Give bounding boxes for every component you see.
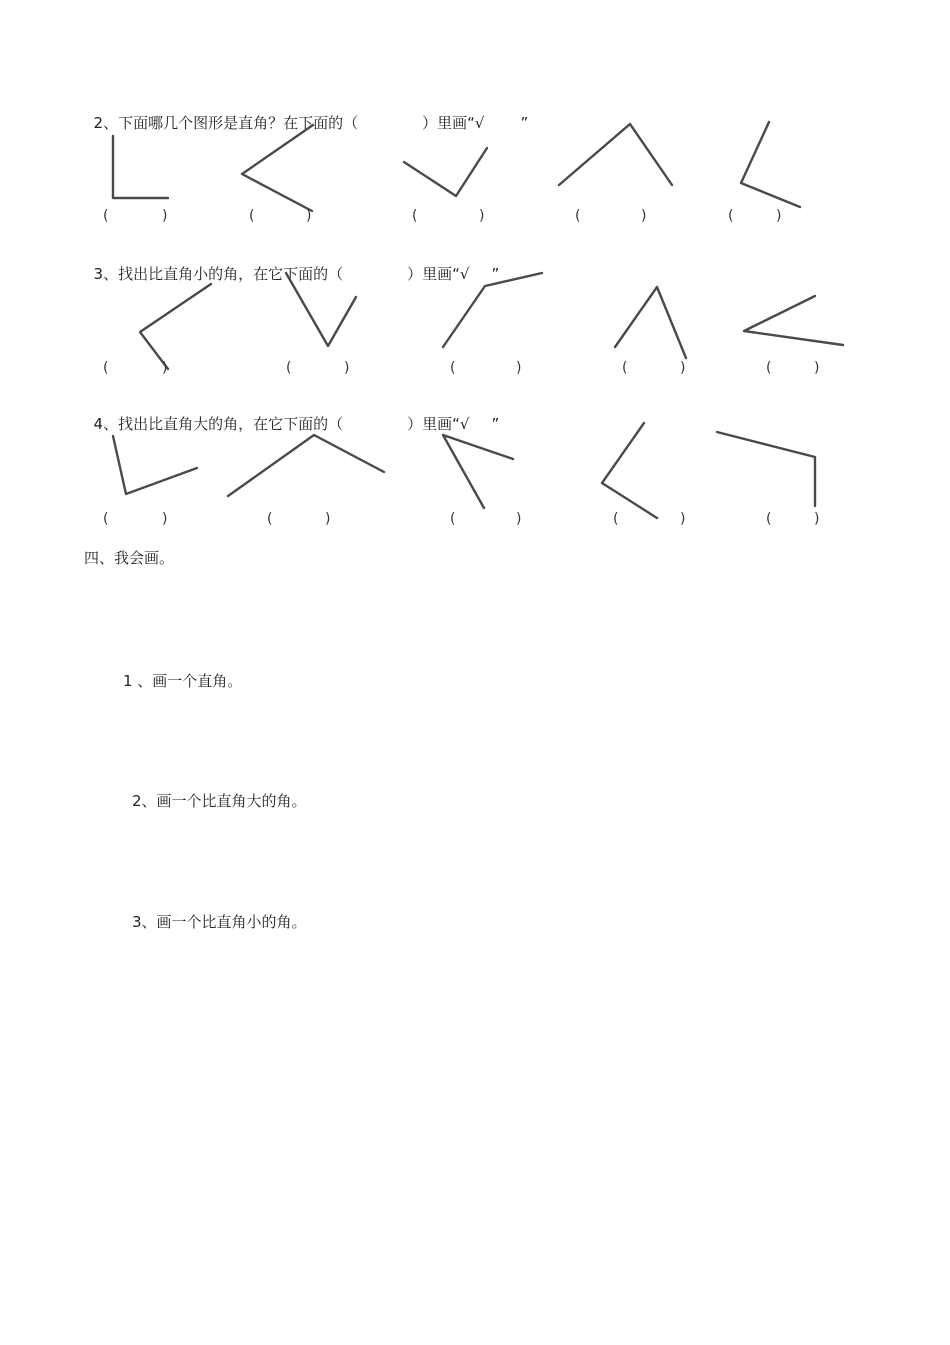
q2-suffix: ）里画“√ [422,114,485,132]
q4-answer-4-open: ( [613,511,619,527]
q3-answer-4-close: ) [680,360,686,376]
q2-answer-1-close: ) [162,208,168,224]
section4-title: 四、我会画。 [84,549,175,567]
q4-angle-3 [443,435,513,508]
q4-answer-1-open: ( [103,511,109,527]
q4-angle-4 [602,423,657,518]
q4-answer-1-close: ) [162,511,168,527]
q2-close-quote: ” [520,114,529,132]
q2-answer-5-open: ( [728,208,734,224]
q3-suffix: ）里画“√ [407,265,470,283]
q4-angle-2 [228,435,384,496]
q4-angle-5 [717,432,815,506]
q4-answer-3-open: ( [450,511,456,527]
q2-angle-4 [559,124,672,185]
q2-angle-2 [242,125,313,211]
q4-answer-4-close: ) [680,511,686,527]
q3-angle-3 [443,273,542,347]
q3-close-quote: ” [491,265,500,283]
q2-answer-4-open: ( [575,208,581,224]
draw-item-1: 1 、画一个直角。 [123,672,243,690]
q3-angle-5 [744,296,843,345]
q3-answer-5-open: ( [766,360,772,376]
q4-answer-2-open: ( [267,511,273,527]
q4-answer-3-close: ) [516,511,522,527]
q4-answer-5-close: ) [814,511,820,527]
q3-answer-3-open: ( [450,360,456,376]
q2-answer-3-close: ) [479,208,485,224]
q3-answer-2-close: ) [344,360,350,376]
draw-item-3: 3、画一个比直角小的角。 [132,913,307,931]
q3-angle-1 [140,284,211,369]
q2-answer-4-close: ) [641,208,647,224]
q4-close-quote: ” [491,415,500,433]
q2-angle-5 [741,122,800,207]
q2-prefix: 2、下面哪几个图形是直角？在下面的（ [93,114,359,132]
q3-answer-4-open: ( [622,360,628,376]
q3-answer-3-close: ) [516,360,522,376]
draw-item-2: 2、画一个比直角大的角。 [132,792,307,810]
q3-answer-2-open: ( [286,360,292,376]
q3-answer-5-close: ) [814,360,820,376]
q4-angle-1 [113,436,197,494]
q2-answer-2-open: ( [249,208,255,224]
q4-answer-2-close: ) [325,511,331,527]
q3-prefix: 3、找出比直角小的角，在它下面的（ [93,265,344,283]
q2-answer-1-open: ( [103,208,109,224]
q2-angle-1 [113,136,168,198]
q4-prefix: 4、找出比直角大的角，在它下面的（ [93,415,344,433]
q3-answer-1-open: ( [103,360,109,376]
q2-answer-3-open: ( [412,208,418,224]
q4-suffix: ）里画“√ [407,415,470,433]
q3-angle-2 [286,273,356,346]
q4-answer-5-open: ( [766,511,772,527]
q3-angle-4 [615,287,686,358]
q2-answer-5-close: ) [776,208,782,224]
q2-answer-2-close: ) [306,208,312,224]
q3-answer-1-close: ) [162,360,168,376]
q2-angle-3 [404,148,487,196]
